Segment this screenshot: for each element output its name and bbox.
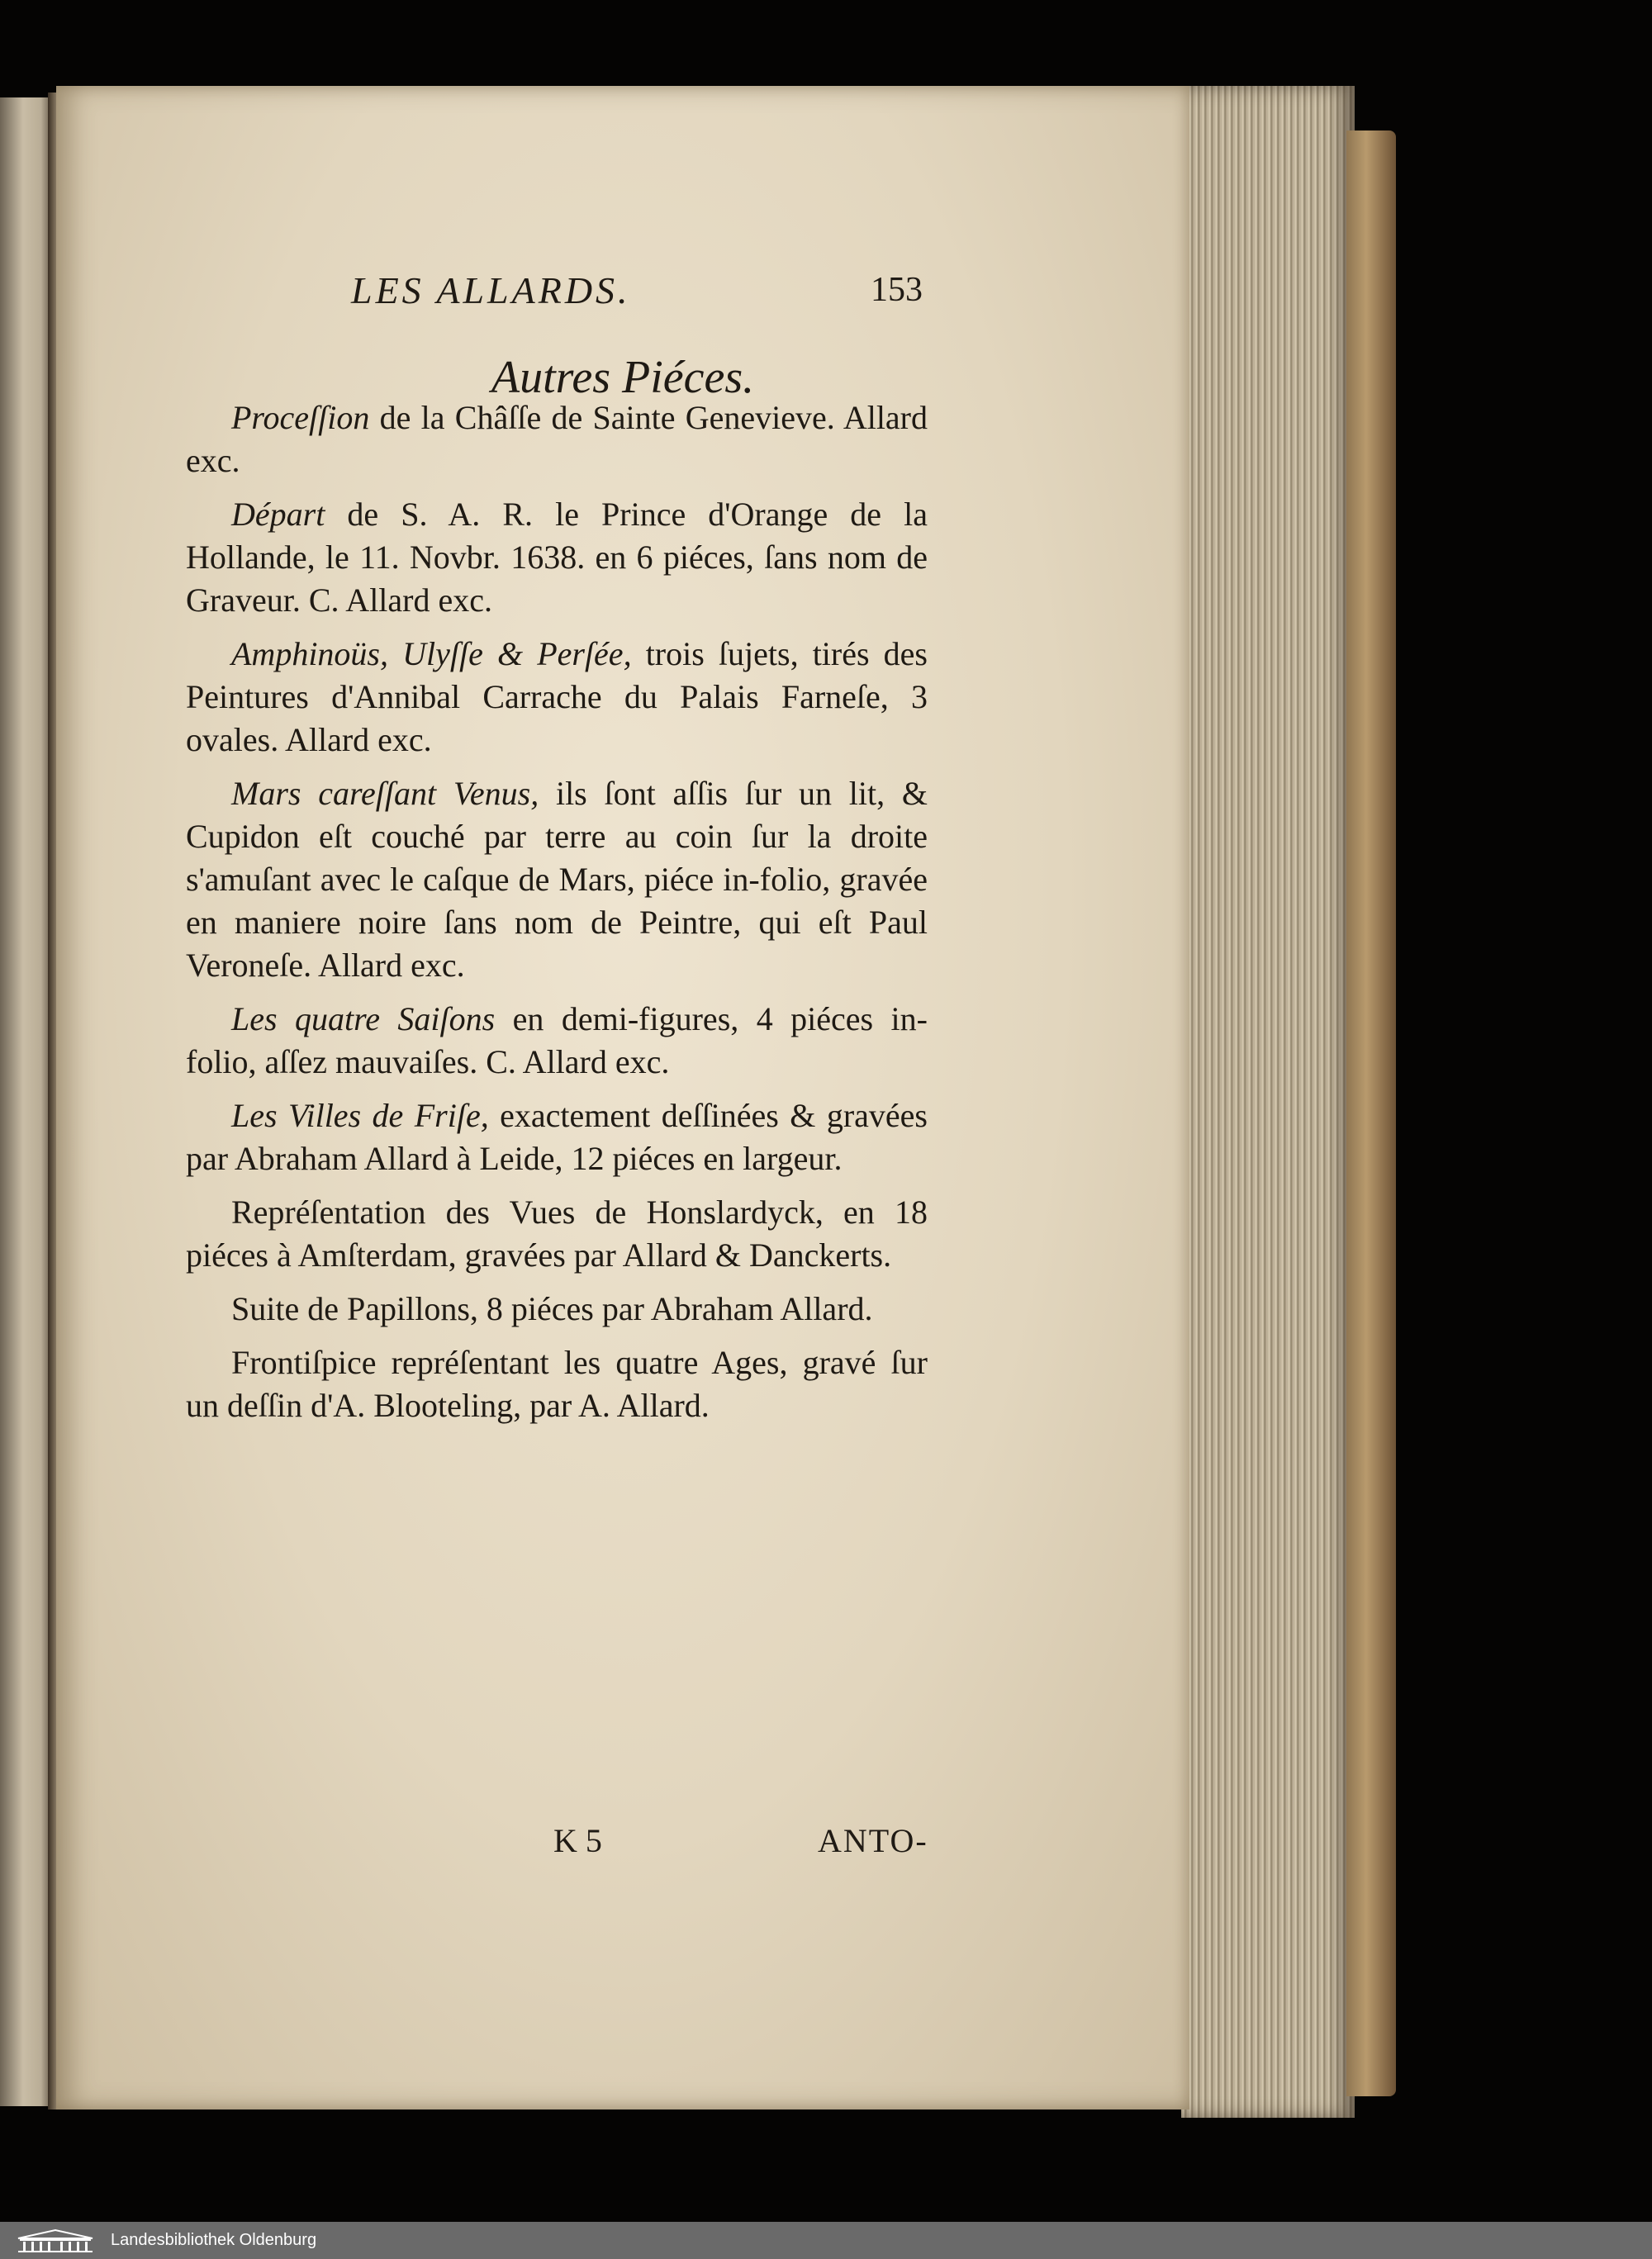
entry-lead: Départ (231, 496, 325, 533)
entry (186, 1341, 928, 1427)
entry-lead: Proceſſion (231, 399, 370, 436)
entry-lead: Suite de Papillons, (231, 1290, 478, 1327)
signature-mark: K 5 (553, 1822, 602, 1859)
institution-name: Landesbibliothek Oldenburg (111, 2231, 317, 2249)
entry-text: trois ſujets, tirés des Peintures d'Annibal Carrache du Palais Farneſe, 3 ovales. Allard exc. (186, 635, 928, 758)
entry-text: repréſentant les quatre Ages, gravé ſur un deſſin d'A. Blooteling, par A. Allard. (186, 1344, 928, 1424)
entry-lead: Amphinoüs, Ulyſſe & Perſée, (231, 635, 632, 672)
entry (186, 1288, 928, 1331)
running-head: LES ALLARDS. (351, 269, 631, 311)
entry-lead: Repréſentation (231, 1194, 426, 1231)
page-number: 153 (871, 271, 923, 309)
entry (186, 1094, 928, 1180)
library-building-icon (17, 2228, 94, 2253)
entry (186, 998, 928, 1084)
entry-lead: Les quatre Saiſons (231, 1000, 496, 1037)
entry-text: de S. A. R. le Prince d'Orange de la Hollande, le 11. Novbr. 1638. en 6 piéces, ſans nom de Graveur. C. Allard exc. (186, 496, 928, 619)
entry (186, 396, 928, 482)
entry-text: 8 piéces par Abraham Allard. (477, 1290, 873, 1327)
entry-text: exactement deſſinées & gravées par Abraham Allard à Leide, 12 piéces en largeur. (186, 1097, 928, 1177)
entry (186, 772, 928, 987)
entry-text: en demi-figures, 4 piéces in-folio, aſſez mauvaiſes. C. Allard exc. (186, 1000, 928, 1080)
entry (186, 633, 928, 762)
entry (186, 1191, 928, 1277)
catchword: ANTO- (818, 1822, 928, 1859)
entry-lead: Mars careſſant Venus, (231, 775, 539, 812)
entry-text: des Vues de Honslardyck, en 18 piéces à Amſterdam, gravées par Allard & Danckerts. (186, 1194, 928, 1274)
footer-bar (0, 2222, 1652, 2259)
entry-lead: Les Villes de Friſe, (231, 1097, 489, 1134)
entry-list (186, 396, 928, 1438)
entry-lead: Frontiſpice (231, 1344, 377, 1381)
entry-text: ils ſont aſſis ſur un lit, & Cupidon eſt couché par terre au coin ſur la droite s'amuſant avec le caſque de Mars, piéce in-folio, gravée en maniere noire ſans nom de Peintre, qui eſt Paul Veroneſe. Allard exc. (186, 775, 928, 984)
section-title: Autres Piéces. (491, 352, 755, 403)
entry (186, 493, 928, 622)
entry-text: de la Châſſe de Sainte Genevieve. Allard exc. (186, 399, 928, 479)
